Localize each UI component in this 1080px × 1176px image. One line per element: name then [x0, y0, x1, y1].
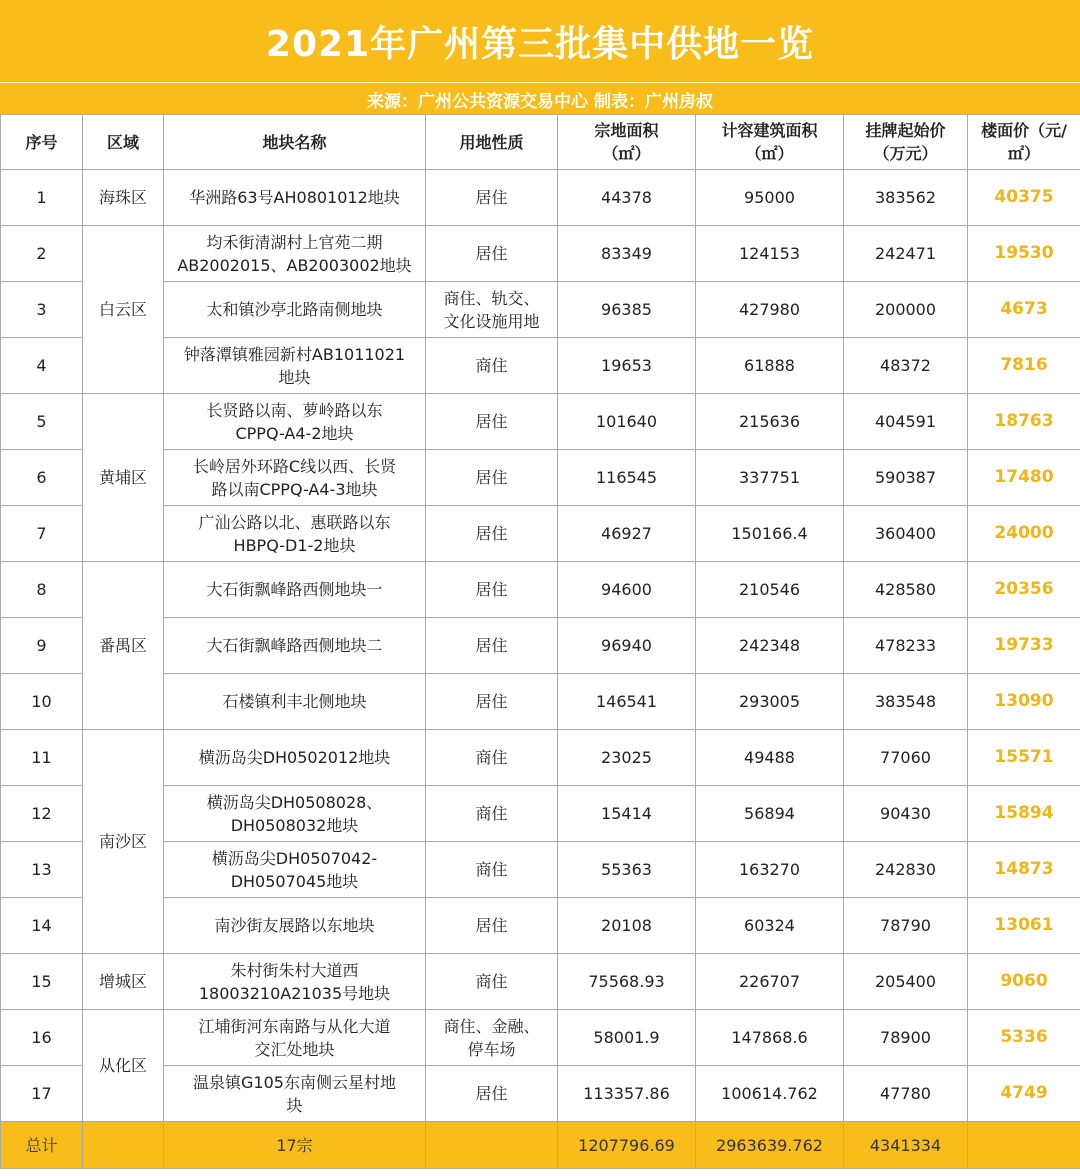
parcel-name-line2: AB2002015、AB2003002地块 — [177, 255, 412, 275]
land-use-line1: 商住 — [475, 804, 508, 823]
header-gfa-line2: （㎡） — [745, 144, 794, 163]
total-floor-price — [968, 1122, 1080, 1169]
land-use-line1: 商住 — [475, 356, 508, 375]
row-number: 1 — [1, 170, 83, 226]
parcel-name — [164, 898, 426, 954]
parcel-name-line1: 横沥岛尖DH0502012地块 — [198, 748, 391, 767]
parcel-name — [164, 282, 426, 338]
floor-area: 150166.4 — [696, 506, 844, 562]
parcel-name — [164, 226, 426, 282]
floor-area: 60324 — [696, 898, 844, 954]
header-gfa-line1: 计容建筑面积 — [721, 121, 818, 140]
floor-price: 4749 — [968, 1066, 1080, 1122]
land-use-line1: 居住 — [475, 244, 508, 263]
land-use — [426, 338, 558, 394]
row-number: 17 — [1, 1066, 83, 1122]
parcel-name-line2: HBPQ-D1-2地块 — [233, 535, 356, 555]
starting-price: 404591 — [844, 394, 968, 450]
land-use — [426, 618, 558, 674]
total-row — [1, 1122, 1080, 1169]
floor-price: 9060 — [968, 954, 1080, 1010]
parcel-name-line1: 温泉镇G105东南侧云星村地 — [193, 1072, 396, 1092]
floor-area: 226707 — [696, 954, 844, 1010]
header-use: 用地性质 — [426, 115, 558, 170]
district-cell: 增城区 — [83, 954, 164, 1010]
site-area: 23025 — [558, 730, 696, 786]
starting-price: 48372 — [844, 338, 968, 394]
total-count: 17宗 — [164, 1122, 426, 1169]
site-area: 146541 — [558, 674, 696, 730]
total-label: 总计 — [1, 1122, 83, 1169]
floor-price: 18763 — [968, 394, 1080, 450]
parcel-name-line1: 华洲路63号AH0801012地块 — [189, 188, 400, 207]
parcel-name-line2: 交汇处地块 — [254, 1039, 335, 1059]
header-price — [844, 115, 968, 170]
row-number: 14 — [1, 898, 83, 954]
starting-price: 383562 — [844, 170, 968, 226]
table-row — [1, 562, 1080, 618]
table-row — [1, 226, 1080, 282]
land-use-line1: 居住 — [475, 580, 508, 599]
starting-price: 360400 — [844, 506, 968, 562]
starting-price: 242471 — [844, 226, 968, 282]
land-use — [426, 674, 558, 730]
floor-area: 293005 — [696, 674, 844, 730]
parcel-name-line1: 江埔街河东南路与从化大道 — [198, 1016, 391, 1036]
land-use-line1: 居住 — [475, 916, 508, 935]
row-number: 12 — [1, 786, 83, 842]
starting-price: 77060 — [844, 730, 968, 786]
parcel-name-line1: 广汕公路以北、惠联路以东 — [198, 512, 391, 532]
parcel-name — [164, 450, 426, 506]
land-use — [426, 450, 558, 506]
table-row — [1, 954, 1080, 1010]
site-area: 83349 — [558, 226, 696, 282]
site-area: 20108 — [558, 898, 696, 954]
land-use — [426, 562, 558, 618]
site-area: 44378 — [558, 170, 696, 226]
row-number: 2 — [1, 226, 83, 282]
parcel-name-line2: 路以南CPPQ-A4-3地块 — [211, 479, 378, 499]
row-number: 3 — [1, 282, 83, 338]
header-district: 区域 — [83, 115, 164, 170]
parcel-name — [164, 730, 426, 786]
site-area: 46927 — [558, 506, 696, 562]
floor-area: 95000 — [696, 170, 844, 226]
parcel-name-line1: 大石街飘峰路西侧地块二 — [206, 636, 383, 655]
floor-price: 15894 — [968, 786, 1080, 842]
floor-price: 15571 — [968, 730, 1080, 786]
land-use — [426, 1010, 558, 1066]
parcel-name — [164, 338, 426, 394]
land-use — [426, 898, 558, 954]
floor-price: 40375 — [968, 170, 1080, 226]
header-floor-price — [968, 115, 1080, 170]
parcel-name — [164, 786, 426, 842]
floor-area: 124153 — [696, 226, 844, 282]
district-cell: 黄埔区 — [83, 394, 164, 562]
header-floor-line1: 楼面价（元/ — [981, 121, 1067, 140]
land-use — [426, 282, 558, 338]
starting-price: 478233 — [844, 618, 968, 674]
source-line: 来源：广州公共资源交易中心 制表：广州房叔 — [0, 82, 1080, 115]
land-use-line1: 居住 — [475, 1084, 508, 1103]
starting-price: 200000 — [844, 282, 968, 338]
parcel-name-line2: 18003210A21035号地块 — [198, 983, 391, 1003]
starting-price: 242830 — [844, 842, 968, 898]
land-use-line1: 商住、轨交、 — [443, 288, 540, 308]
parcel-name-line1: 长岭居外环路C线以西、长贤 — [192, 456, 397, 476]
row-number: 13 — [1, 842, 83, 898]
land-use — [426, 730, 558, 786]
floor-price: 7816 — [968, 338, 1080, 394]
district-cell: 白云区 — [83, 226, 164, 394]
total-gfa: 2963639.762 — [696, 1122, 844, 1169]
floor-area: 337751 — [696, 450, 844, 506]
parcel-name-line2: 地块 — [278, 367, 311, 387]
land-use-line1: 商住 — [475, 860, 508, 879]
land-use — [426, 226, 558, 282]
starting-price: 205400 — [844, 954, 968, 1010]
starting-price: 383548 — [844, 674, 968, 730]
row-number: 9 — [1, 618, 83, 674]
land-use-line1: 居住 — [475, 468, 508, 487]
parcel-name-line1: 长贤路以南、萝岭路以东 — [206, 400, 383, 420]
floor-price: 19530 — [968, 226, 1080, 282]
total-area: 1207796.69 — [558, 1122, 696, 1169]
district-cell: 海珠区 — [83, 170, 164, 226]
parcel-name-line2: CPPQ-A4-2地块 — [235, 423, 354, 443]
starting-price: 78900 — [844, 1010, 968, 1066]
row-number: 5 — [1, 394, 83, 450]
site-area: 113357.86 — [558, 1066, 696, 1122]
parcel-name-line2: DH0507045地块 — [230, 871, 359, 891]
parcel-name — [164, 618, 426, 674]
header-area-line1: 宗地面积 — [594, 121, 659, 140]
land-use — [426, 506, 558, 562]
site-area: 19653 — [558, 338, 696, 394]
parcel-name — [164, 562, 426, 618]
floor-area: 215636 — [696, 394, 844, 450]
land-use-line1: 商住 — [475, 748, 508, 767]
land-use-line1: 居住 — [475, 524, 508, 543]
land-use-line2: 停车场 — [467, 1039, 516, 1059]
starting-price: 90430 — [844, 786, 968, 842]
site-area: 75568.93 — [558, 954, 696, 1010]
land-use-line1: 居住 — [475, 692, 508, 711]
floor-price: 13090 — [968, 674, 1080, 730]
row-number: 10 — [1, 674, 83, 730]
site-area: 94600 — [558, 562, 696, 618]
row-number: 6 — [1, 450, 83, 506]
district-cell: 从化区 — [83, 1010, 164, 1122]
land-use — [426, 170, 558, 226]
starting-price: 78790 — [844, 898, 968, 954]
floor-area: 210546 — [696, 562, 844, 618]
starting-price: 47780 — [844, 1066, 968, 1122]
row-number: 15 — [1, 954, 83, 1010]
land-use-line1: 居住 — [475, 636, 508, 655]
parcel-name-line1: 横沥岛尖DH0507042- — [211, 848, 378, 868]
header-area — [558, 115, 696, 170]
floor-price: 14873 — [968, 842, 1080, 898]
parcel-name — [164, 1066, 426, 1122]
parcel-name-line1: 钟落潭镇雅园新村AB1011021 — [183, 344, 406, 364]
row-number: 11 — [1, 730, 83, 786]
row-number: 7 — [1, 506, 83, 562]
table-row — [1, 1010, 1080, 1066]
land-use — [426, 394, 558, 450]
floor-area: 61888 — [696, 338, 844, 394]
floor-price: 24000 — [968, 506, 1080, 562]
header-no: 序号 — [1, 115, 83, 170]
floor-area: 56894 — [696, 786, 844, 842]
floor-area: 49488 — [696, 730, 844, 786]
row-number: 16 — [1, 1010, 83, 1066]
floor-area: 427980 — [696, 282, 844, 338]
row-number: 8 — [1, 562, 83, 618]
land-use-line1: 居住 — [475, 412, 508, 431]
site-area: 55363 — [558, 842, 696, 898]
total-district — [83, 1122, 164, 1169]
header-name: 地块名称 — [164, 115, 426, 170]
land-supply-table — [0, 114, 1080, 1169]
page-title: 2021年广州第三批集中供地一览 — [0, 0, 1080, 82]
header-floor-line2: ㎡） — [1007, 144, 1040, 163]
site-area: 58001.9 — [558, 1010, 696, 1066]
table-row — [1, 394, 1080, 450]
site-area: 96940 — [558, 618, 696, 674]
district-cell: 番禺区 — [83, 562, 164, 730]
land-use-line1: 商住 — [475, 972, 508, 991]
floor-area: 100614.762 — [696, 1066, 844, 1122]
parcel-name-line1: 石楼镇利丰北侧地块 — [222, 692, 367, 711]
floor-price: 19733 — [968, 618, 1080, 674]
parcel-name — [164, 1010, 426, 1066]
table-row — [1, 170, 1080, 226]
land-use-line1: 商住、金融、 — [443, 1016, 540, 1036]
parcel-name — [164, 954, 426, 1010]
land-use-line1: 居住 — [475, 188, 508, 207]
starting-price: 428580 — [844, 562, 968, 618]
header-row — [1, 115, 1080, 170]
floor-area: 242348 — [696, 618, 844, 674]
parcel-name — [164, 842, 426, 898]
site-area: 116545 — [558, 450, 696, 506]
parcel-name-line1: 朱村街朱村大道西 — [230, 960, 359, 980]
site-area: 96385 — [558, 282, 696, 338]
parcel-name-line2: DH0508032地块 — [230, 815, 359, 835]
parcel-name-line1: 大石街飘峰路西侧地块一 — [206, 580, 383, 599]
floor-area: 147868.6 — [696, 1010, 844, 1066]
land-use — [426, 954, 558, 1010]
total-price: 4341334 — [844, 1122, 968, 1169]
floor-area: 163270 — [696, 842, 844, 898]
parcel-name — [164, 170, 426, 226]
parcel-name-line1: 横沥岛尖DH0508028、 — [206, 792, 383, 812]
parcel-name-line1: 均禾街清湖村上官苑二期 — [206, 232, 383, 252]
land-use — [426, 1066, 558, 1122]
parcel-name-line1: 太和镇沙亭北路南侧地块 — [206, 300, 383, 319]
parcel-name — [164, 394, 426, 450]
floor-price: 20356 — [968, 562, 1080, 618]
parcel-name — [164, 506, 426, 562]
table-row — [1, 730, 1080, 786]
floor-price: 5336 — [968, 1010, 1080, 1066]
starting-price: 590387 — [844, 450, 968, 506]
parcel-name-line2: 块 — [286, 1095, 303, 1115]
floor-price: 17480 — [968, 450, 1080, 506]
district-cell: 南沙区 — [83, 730, 164, 954]
header-area-line2: （㎡） — [602, 144, 651, 163]
land-use — [426, 842, 558, 898]
land-use-line2: 文化设施用地 — [443, 311, 540, 331]
parcel-name — [164, 674, 426, 730]
floor-price: 13061 — [968, 898, 1080, 954]
row-number: 4 — [1, 338, 83, 394]
parcel-name-line1: 南沙街友展路以东地块 — [214, 916, 375, 935]
header-price-line2: （万元） — [873, 144, 938, 163]
header-price-line1: 挂牌起始价 — [865, 121, 946, 140]
header-gfa — [696, 115, 844, 170]
site-area: 101640 — [558, 394, 696, 450]
land-use — [426, 786, 558, 842]
floor-price: 4673 — [968, 282, 1080, 338]
total-use — [426, 1122, 558, 1169]
site-area: 15414 — [558, 786, 696, 842]
